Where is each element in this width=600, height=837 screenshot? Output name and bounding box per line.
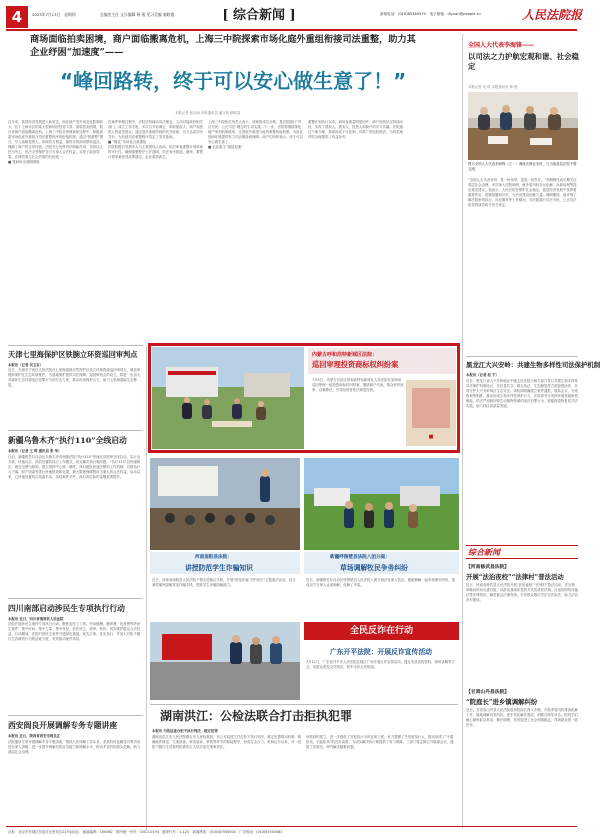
center-story-2-kicker: 河南南阳县法院：: [195, 555, 232, 560]
outdoor-trial-photo: [152, 347, 304, 449]
right-bottom-story1-body: 近日，河南省修武县人民法院开展“法治夜校”“法律村”普法活动，法官利用晚间时间走进村组，以群众喜闻乐见的方式宣讲民法典、反电信网络诈骗法等法律知识，解答群众法律咨询，引导群众尊法学法守法用法，助力法治乡村建设。: [466, 583, 578, 602]
right-mid-byline: 本报讯（记者 赵 宇）: [466, 373, 499, 377]
right-top-kicker: 全国人大代表李海锋——: [468, 42, 535, 49]
antifraud-banner-text: 全民反诈在行动: [349, 626, 413, 636]
left-story-3-title: 四川南部启动涉民生专项执行行动: [8, 604, 125, 613]
left-column-divider: [146, 345, 147, 830]
court-seal-photo: [406, 380, 456, 446]
left-divider-4: [8, 715, 143, 716]
right-top-caption: 图为全国人大代表李海锋（左一）调研法律业务时，与当地基层法院干警交流。: [468, 162, 577, 171]
center-story-3-kicker: 新疆呼图壁县法院八团分庭：: [330, 555, 390, 560]
center-photo-1: [152, 347, 304, 449]
lead-body-col4: 重整计划执行以来，商场客流量明显回升，商户经营状况持续向好，实现了债权人、债务人、投资人和商户的多方共赢。法院通过个案办理，探索形成了可复制、可推广的经验做法，为同类案件的办理提供了有益参考。: [308, 120, 403, 139]
footer-text: 社址：北京市东城区东花市北里东区22号(南区) 邮政编码：100062 国内统一刊号：CN11-0194 邮发代号：1-125 新闻热线：(010)67550500 广告热线：(010)67550582: [8, 830, 283, 834]
right-bottom-brand: 综合新闻: [468, 547, 500, 557]
center-story-1-title: 巡回审理投资商标权纠纷案: [312, 360, 399, 369]
center-story-1-kicker: 内蒙古呼和浩特新城区法院：: [312, 352, 378, 358]
right-mid-title: 黑龙江大兴安岭：共建生物多样性司法保护机制: [466, 361, 600, 369]
left-story-1-title: 天津七里海保护区铁腕立环资巡回审判点: [8, 350, 138, 359]
right-top-body: “全国人大代表身份，是一份荣誉，更是一份责任。”李海锋代表长期关注基层社会治理，多次深入法院调研，就矛盾纠纷多元化解、诉源治理等提出意见建议。他表示，人民法院在维护社会稳定、促进经济发展中发挥着重要作用，将继续履职尽责，为法治建设贡献力量。调研期间，他详细了解法院审判执行、诉讼服务等工作情况，对法院践行司法为民、公正司法取得的成效给予充分肯定。: [468, 178, 577, 207]
right-top-photo: [468, 92, 578, 160]
contact-line: 新闻电话：(010)65369570 电子邮箱：diyuan@people.cn: [380, 12, 481, 16]
bottom-center-body: 湖南省洪江市人民法院联合市人民检察院、市公安局建立打击拒不执行判决、裁定犯罪联动机制，明确案件移送、立案侦查、审查起诉、审判等环节的衔接程序，形成打击合力。机制运行以来，对一批拒不履行生效裁判的被执行人依法追究刑事责任。: [152, 735, 302, 749]
left-story-4-byline: 本报讯 近日，陕西省西安市阎良区: [8, 734, 61, 738]
right-top-byline: 本报记者 吴 琪 本报通讯员 林 郁: [468, 85, 518, 89]
left-story-1-body: 近日，天津市宁河区人民法院在七里海湿地自然保护区设立环境资源巡回审判点，就近审理涉保护区生态环境案件，为湿地保护提供司法保障。巡回审判点的设立，将进一步加大对破坏生态环境违法犯罪行为的打击力度，推动形成保护合力，助力七里海湿地生态修复。: [8, 368, 141, 387]
center-bottom-divider: [150, 704, 458, 705]
left-story-2-byline: 本报讯（记者 王 晖 通讯员 张 华）: [8, 449, 62, 453]
center-story-3-body: 近日，新疆维吾尔自治区呼图壁县人民法院八团分庭法官深入牧区，就地调解一起草场使用纠纷，促成双方当事人达成和解，化解了矛盾。: [306, 578, 456, 587]
meeting-photo: [468, 92, 578, 160]
bottom-center-body-2: 该机制的建立，进一步强化了对拒执行为的惩戒力度，有力震慑了失信被执行人，推动形成了“不敢拒执、不能拒执”的良好局面，为切实解决执行难提供了有力保障。三部门将定期召开联席会议，通报工作情况，研究解决疑难问题。: [306, 735, 454, 749]
publicity-photo: [150, 622, 300, 700]
classroom-photo: [150, 458, 300, 550]
left-divider-2: [8, 430, 143, 431]
left-story-3-byline: 本报讯 近日，四川省南部县人民法院: [8, 617, 64, 621]
lead-body-col2: 在案件审理过程中，法院坚持能动司法理念，主动对接政府相关部门，成立工作专班，多次召开协调会，听取债权人、商户和投资人的意见建议。通过庭外重组阶段的充分协商，各方达成初步共识，为后续司法重整程序奠定了坚实基础。 ■ “孵化”市场化合意重组 法院积极引导债务人与主要债权人协商，依法审查重整计划草案的可行性，确保重整程序公开透明、依法有序推进。最终，重整计划草案获得高票通过，企业重获新生。: [108, 120, 203, 159]
section-tag: [ 综合新闻 ]: [222, 8, 296, 23]
right-mid-body: 近日，黑龙江省大兴安岭地区中级人民法院与相关部门签订共建生物多样性司法保护机制协议，在信息共享、联合执法、生态修复等方面加强协作，共同守护大兴安岭林区生态安全。该机制明确建立案件通报、联席会议、专家咨询等制度，推动形成生物多样性保护合力。法院将充分发挥环境资源审判职能，依法严惩破坏野生动植物资源的违法犯罪行为，积极探索恢复性司法实践，助力林区高质量发展。: [466, 379, 578, 408]
bottom-center-title: 湖南洪江：公检法联合打击拒执犯罪: [160, 709, 353, 723]
lead-headline: “峰回路转，终于可以安心做生意了！”: [60, 69, 407, 93]
right-bottom-story2-kicker: 【甘肃山丹县法院】: [466, 689, 510, 695]
center-story-1-photo: [406, 380, 456, 446]
lead-kicker-line1: 商场面临拍卖困境，商户面临搬离危机，上海三中院探索市场化庭外重组衔接司法重整，助力其: [30, 34, 416, 45]
lead-kicker-line2: 企业纾困“加速度”——: [30, 47, 124, 58]
footer-rule: [6, 826, 577, 827]
center-story-2-title: 讲授防范学生诈骗知识: [185, 564, 253, 572]
lead-body-col3: 上海三中院相关负责人表示，该案的成功办理，是法院践行“司法为民、公正司法”理念的生动实践。下一步，法院将继续深化破产审判机制改革，完善庭外重组与庭内重整衔接机制，为优化营商环境提供有力司法服务和保障。商户们纷纷表示，终于可以安心做生意了。 ■ 企业重生“接续加速”: [208, 120, 303, 149]
lead-body-col1: 近年来，我国经济发展进入新常态，商业地产受市场变化影响较大。位于上海市区的某大型商场因经营不善，面临拍卖困境，数百家商户面临搬离危机。上海三中院在审理该案过程中，积极探索市场化庭外重组与司法重整程序的衔接机制，通过“预重整”模式，引入战略投资人，协调各方利益，最终实现商场整体盘活，保障了商户的正常经营。法院充分发挥司法职能作用，坚持以人民为中心，依法平等保护各方当事人合法权益，实现了政治效果、法律效果与社会效果的有机统一。 ■ 老商场全周期困境: [8, 120, 104, 164]
center-photo-3: [304, 458, 459, 550]
masthead-rule: [6, 29, 577, 31]
right-mid-divider: [466, 356, 578, 357]
center-story-1-body: 7月5日，内蒙古自治区呼和浩特市新城区人民法院在某商场巡回审理一起投资商标权纠纷案，邀请商户代表、群众旁听庭审，以案释法，引导经营者依法规范经营。: [312, 378, 404, 392]
right-bottom-story2-title: “院庭长”进乡镇调解纠纷: [466, 698, 538, 706]
left-story-4-body: 法院邀请专家开展调解专务专题讲座，围绕人民调解工作实务、矛盾纠纷化解技巧等内容进行深入讲解，进一步提升调解员的业务能力和调解水平，推动矛盾纠纷源头化解，助力基层社会治理。: [8, 740, 141, 754]
date-line: 2023年7月13日 星期四: [32, 12, 76, 17]
center-photo-2: [150, 458, 300, 550]
left-story-2-title: 新疆乌鲁木齐“执行110”全线启动: [8, 436, 127, 445]
right-bottom-story1-kicker: 【河南修武县法院】: [466, 564, 510, 570]
grassland-photo: [304, 458, 459, 550]
right-bottom-story2-body: 近日，甘肃省山丹县人民法院组织院庭长深入乡镇，开展矛盾纠纷排查化解工作，就地调解各类纠纷，把矛盾化解在基层、消除在萌芽状态。院庭长们耐心倾听群众诉求，释法明理，有效促进了社会和谐稳定，得到群众的一致好评。: [466, 708, 578, 727]
editor-line: 总编室主任 文乐编辑 杨 燕 见习美编 秦晓霞: [100, 12, 175, 17]
center-story-4-title: 广东开平法院：开展反诈宣传活动: [330, 648, 432, 656]
bottom-center-byline: 本报讯 为依法查办拒不执行判决、裁定犯罪: [152, 729, 218, 733]
left-divider-3: [8, 598, 143, 599]
left-divider-1: [8, 345, 143, 346]
left-story-1-byline: 本报讯（记者 吴卫东）: [8, 363, 44, 367]
right-top-headline: 以司法之力护航宏观和谐、社会稳定: [468, 52, 579, 71]
page-number: 4: [6, 6, 28, 28]
left-story-2-body: 日前，新疆维吾尔自治区乌鲁木齐市两级法院“执行110”快速反应机制全线启动，实行全天候、快速反应、高效处置的执行工作模式，切实解决执行难问题。“执行110”以快速响应、就近出警为原则，建立指挥中心统一调度、执行团队快速出警的工作机制，对被执行人下落、财产线索等进行快速核查和处置，最大限度保障胜诉当事人的合法权益。启动以来，已快速处置执行线索多条，执结案件多件，执行到位标的金额显著提升。: [8, 455, 141, 479]
center-story-2-body: 近日，河南省南阳县人民法院干警走进辖区学校，开展“防范诈骗 守护成长”主题普法活动，结合典型案例讲解常见诈骗手段，提高学生识骗防骗能力。: [152, 578, 296, 587]
left-story-4-title: 西安阎良开展调解专务专题讲座: [8, 721, 118, 730]
left-story-3-body: 法院开展涉民生案件专项执行行动，聚焦农民工工资、劳动报酬、赡养费、抚养费等涉民生案件，集中时间、集中力量、集中攻坚，依法快立、快审、快执，切实维护群众合法权益。行动期间，法院对涉民生案件开通绿色通道，优先立案、优先执行，并加大对拒不履行生效裁判行为的惩戒力度，有效推动案件执结。: [8, 622, 141, 641]
center-photo-4: [150, 622, 300, 700]
newspaper-logo: 人民法院报: [522, 8, 583, 22]
center-story-3-title: 草场调解牧民争务纠纷: [340, 564, 408, 572]
right-bottom-story1-title: 开展“法治夜校”“法律村”普法活动: [466, 573, 564, 581]
right-column-divider: [462, 34, 463, 829]
lead-byline: 本报记者 张巧雨 本报通讯员 潘文玮 顾鸣春: [175, 111, 241, 115]
svg-text:■: ■: [428, 434, 434, 440]
center-story-4-body: 7月11日，广东省开平市人民法院在辖区广场开展反诈宣传活动，通过发放宣传资料、现场讲解等方式，向群众普及反诈知识，筑牢全民反诈防线。: [306, 660, 455, 669]
